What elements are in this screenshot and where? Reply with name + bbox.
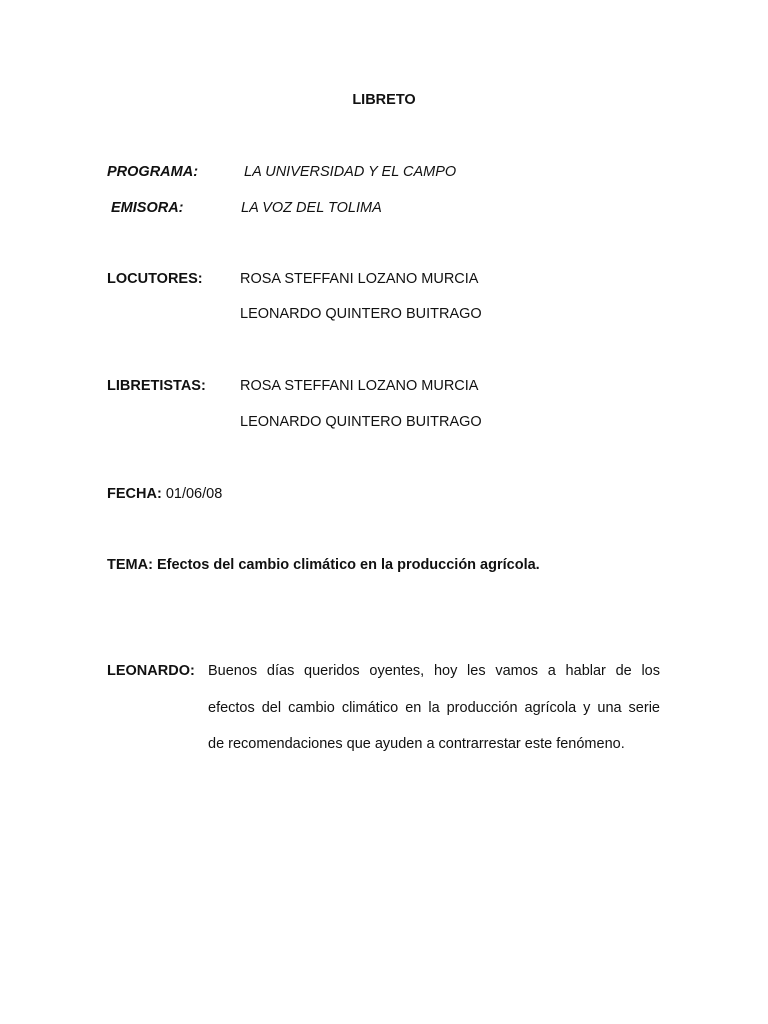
- document-title: LIBRETO: [352, 92, 416, 108]
- dialogue-line: Buenos días queridos oyentes, hoy les vamos a hablar de los: [208, 663, 660, 679]
- tema-line: [107, 556, 540, 574]
- locutor-name: LEONARDO QUINTERO BUITRAGO: [240, 306, 482, 322]
- programa-label: PROGRAMA:: [107, 164, 199, 180]
- tema-value: Efectos del cambio climático en la producción agrícola.: [156, 557, 540, 573]
- dialogue-line: de recomendaciones que ayuden a contrarrestar este fenómeno.: [208, 736, 625, 752]
- emisora-label: EMISORA:: [111, 200, 184, 216]
- dialogue-line: efectos del cambio climático en la producción agrícola y una serie: [208, 700, 660, 716]
- dialogue-speaker: LEONARDO:: [107, 663, 195, 679]
- emisora-value: LA VOZ DEL TOLIMA: [241, 200, 382, 216]
- programa-value: LA UNIVERSIDAD Y EL CAMPO: [244, 164, 457, 180]
- libretistas-label: LIBRETISTAS:: [107, 378, 206, 394]
- locutores-label: LOCUTORES:: [107, 271, 203, 287]
- locutor-name: ROSA STEFFANI LOZANO MURCIA: [240, 271, 479, 287]
- fecha-label: FECHA:: [107, 486, 162, 502]
- libretista-name: ROSA STEFFANI LOZANO MURCIA: [240, 378, 479, 394]
- libretista-name: LEONARDO QUINTERO BUITRAGO: [240, 414, 482, 430]
- tema-label: TEMA:: [107, 557, 153, 573]
- fecha-value: 01/06/08: [165, 486, 223, 502]
- fecha-line: [107, 485, 222, 503]
